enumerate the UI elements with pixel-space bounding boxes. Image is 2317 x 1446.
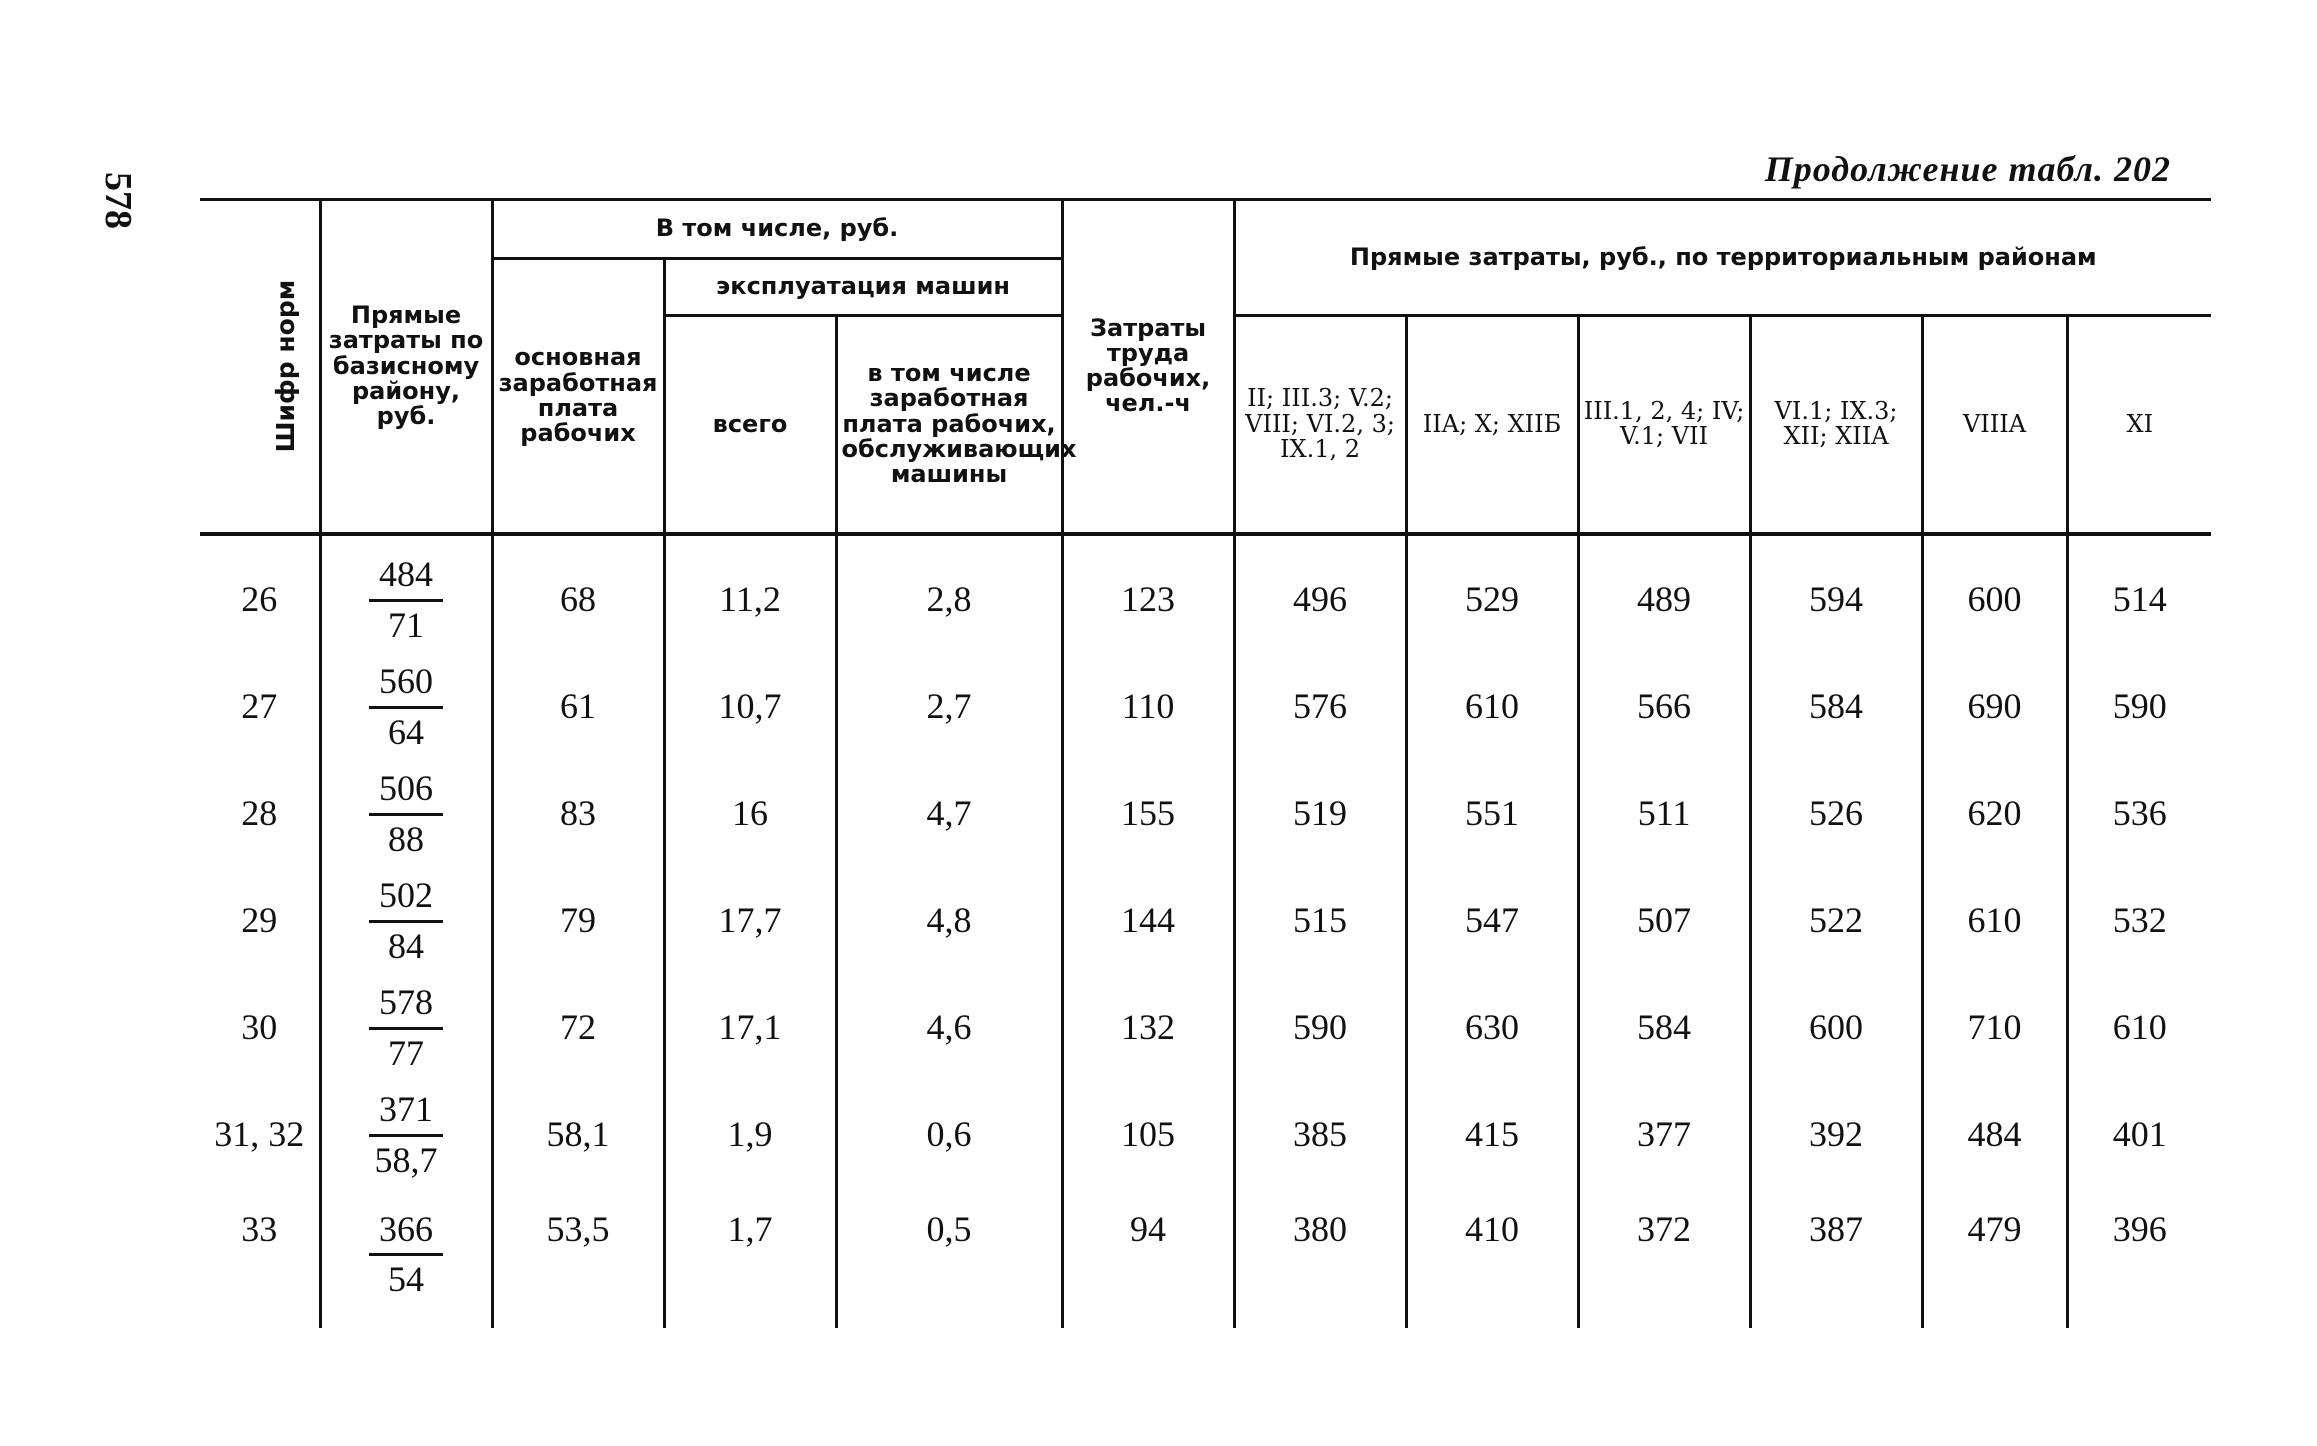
header-basic-wage: основная заработная плата рабочих xyxy=(492,259,664,534)
base-cost-cell xyxy=(320,760,492,867)
header-region-4: VI.1; IX.3; XII; XIIA xyxy=(1750,316,1922,534)
region-cost-cell: 551 xyxy=(1406,760,1578,867)
base-cost-cell xyxy=(320,867,492,974)
table-row xyxy=(200,1081,2211,1188)
labor-cell: 94 xyxy=(1062,1188,1234,1328)
header-regions-title: Прямые затраты, руб., по территориальным районам xyxy=(1234,200,2211,316)
region-cost-cell: 511 xyxy=(1578,760,1750,867)
region-cost-cell: 610 xyxy=(1406,653,1578,760)
table-row xyxy=(200,653,2211,760)
region-cost-cell: 387 xyxy=(1750,1188,1922,1328)
region-cost-cell: 372 xyxy=(1578,1188,1750,1328)
header-including: В том числе, руб. xyxy=(492,200,1062,259)
header-direct-base: Прямые затраты по базисному району, руб. xyxy=(320,200,492,534)
region-cost-cell: 401 xyxy=(2067,1081,2211,1188)
machine-wage-cell: 2,7 xyxy=(836,653,1062,760)
base-cost-denominator: 54 xyxy=(388,1259,424,1300)
machine-wage-cell: 4,6 xyxy=(836,974,1062,1081)
region-cost-cell: 515 xyxy=(1234,867,1406,974)
header-machine-operation: эксплуатация машин xyxy=(664,259,1062,316)
region-cost-cell: 710 xyxy=(1922,974,2067,1081)
table-row xyxy=(200,760,2211,867)
region-cost-cell: 529 xyxy=(1406,534,1578,653)
header-machine-wage: в том числе заработная плата рабочих, обслуживающих машины xyxy=(836,316,1062,534)
header-region-1: II; III.3; V.2; VIII; VI.2, 3; IX.1, 2 xyxy=(1234,316,1406,534)
region-cost-cell: 584 xyxy=(1578,974,1750,1081)
header-code: Шифр норм xyxy=(200,200,320,534)
region-cost-cell: 377 xyxy=(1578,1081,1750,1188)
region-cost-cell: 610 xyxy=(1922,867,2067,974)
machine-total-cell: 11,2 xyxy=(664,534,836,653)
header-machine-total: всего xyxy=(664,316,836,534)
region-cost-cell: 507 xyxy=(1578,867,1750,974)
region-cost-cell: 496 xyxy=(1234,534,1406,653)
region-cost-cell: 536 xyxy=(2067,760,2211,867)
region-cost-cell: 519 xyxy=(1234,760,1406,867)
region-cost-cell: 396 xyxy=(2067,1188,2211,1328)
machine-total-cell: 10,7 xyxy=(664,653,836,760)
base-cost-numerator: 578 xyxy=(369,983,443,1030)
wage-cell: 79 xyxy=(492,867,664,974)
region-cost-cell: 576 xyxy=(1234,653,1406,760)
table-row xyxy=(200,974,2211,1081)
code-cell: 30 xyxy=(241,1007,278,1047)
labor-cell: 110 xyxy=(1062,653,1234,760)
machine-total-cell: 16 xyxy=(664,760,836,867)
machine-wage-cell: 4,8 xyxy=(836,867,1062,974)
base-cost-numerator: 371 xyxy=(369,1090,443,1137)
region-cost-cell: 532 xyxy=(2067,867,2211,974)
base-cost-numerator: 560 xyxy=(369,662,443,709)
region-cost-cell: 385 xyxy=(1234,1081,1406,1188)
base-cost-denominator: 71 xyxy=(388,604,424,645)
table-caption: Продолжение табл. 202 xyxy=(1764,149,2171,189)
machine-total-cell: 1,9 xyxy=(664,1081,836,1188)
labor-cell: 123 xyxy=(1062,534,1234,653)
base-cost-denominator: 58,7 xyxy=(374,1139,438,1180)
header-labor: Затраты труда рабочих, чел.-ч xyxy=(1062,200,1234,534)
header-region-6: XI xyxy=(2067,316,2211,534)
machine-wage-cell: 2,8 xyxy=(836,534,1062,653)
header-region-3: III.1, 2, 4; IV; V.1; VII xyxy=(1578,316,1750,534)
wage-cell: 68 xyxy=(492,534,664,653)
region-cost-cell: 547 xyxy=(1406,867,1578,974)
region-cost-cell: 620 xyxy=(1922,760,2067,867)
region-cost-cell: 594 xyxy=(1750,534,1922,653)
cost-table-wrapper xyxy=(200,198,2175,1328)
wage-cell: 53,5 xyxy=(492,1188,664,1328)
region-cost-cell: 392 xyxy=(1750,1081,1922,1188)
code-cell: 29 xyxy=(241,900,278,940)
region-cost-cell: 514 xyxy=(2067,534,2211,653)
base-cost-numerator: 366 xyxy=(369,1210,443,1257)
labor-cell: 155 xyxy=(1062,760,1234,867)
machine-total-cell: 17,7 xyxy=(664,867,836,974)
region-cost-cell: 415 xyxy=(1406,1081,1578,1188)
labor-cell: 105 xyxy=(1062,1081,1234,1188)
base-cost-cell xyxy=(320,653,492,760)
code-cell: 31, 32 xyxy=(214,1114,305,1154)
table-body xyxy=(200,534,2211,1328)
base-cost-denominator: 88 xyxy=(388,818,424,859)
base-cost-numerator: 484 xyxy=(369,555,443,602)
base-cost-numerator: 502 xyxy=(369,876,443,923)
wage-cell: 83 xyxy=(492,760,664,867)
region-cost-cell: 410 xyxy=(1406,1188,1578,1328)
region-cost-cell: 489 xyxy=(1578,534,1750,653)
region-cost-cell: 526 xyxy=(1750,760,1922,867)
code-cell: 33 xyxy=(241,1208,278,1249)
cost-table xyxy=(200,198,2211,1328)
wage-cell: 61 xyxy=(492,653,664,760)
base-cost-cell xyxy=(320,1081,492,1188)
base-cost-denominator: 64 xyxy=(388,711,424,752)
region-cost-cell: 484 xyxy=(1922,1081,2067,1188)
region-cost-cell: 690 xyxy=(1922,653,2067,760)
machine-wage-cell: 0,6 xyxy=(836,1081,1062,1188)
base-cost-denominator: 77 xyxy=(388,1032,424,1073)
table-row xyxy=(200,534,2211,653)
base-cost-cell xyxy=(320,534,492,653)
region-cost-cell: 610 xyxy=(2067,974,2211,1081)
region-cost-cell: 380 xyxy=(1234,1188,1406,1328)
labor-cell: 144 xyxy=(1062,867,1234,974)
base-cost-cell xyxy=(320,1188,492,1328)
machine-wage-cell: 0,5 xyxy=(836,1188,1062,1328)
region-cost-cell: 600 xyxy=(1750,974,1922,1081)
code-cell: 26 xyxy=(241,579,278,619)
region-cost-cell: 566 xyxy=(1578,653,1750,760)
region-cost-cell: 590 xyxy=(2067,653,2211,760)
code-cell: 27 xyxy=(241,686,278,726)
table-header xyxy=(200,200,2211,534)
region-cost-cell: 522 xyxy=(1750,867,1922,974)
header-region-5: VIIIA xyxy=(1922,316,2067,534)
region-cost-cell: 479 xyxy=(1922,1188,2067,1328)
region-cost-cell: 630 xyxy=(1406,974,1578,1081)
wage-cell: 72 xyxy=(492,974,664,1081)
machine-wage-cell: 4,7 xyxy=(836,760,1062,867)
table-row xyxy=(200,1188,2211,1328)
base-cost-cell xyxy=(320,974,492,1081)
header-region-2: IIA; X; XIIБ xyxy=(1406,316,1578,534)
labor-cell: 132 xyxy=(1062,974,1234,1081)
code-cell: 28 xyxy=(241,793,278,833)
wage-cell: 58,1 xyxy=(492,1081,664,1188)
table-row xyxy=(200,867,2211,974)
region-cost-cell: 590 xyxy=(1234,974,1406,1081)
page-number: 578 xyxy=(97,172,139,229)
machine-total-cell: 17,1 xyxy=(664,974,836,1081)
region-cost-cell: 584 xyxy=(1750,653,1922,760)
region-cost-cell: 600 xyxy=(1922,534,2067,653)
base-cost-numerator: 506 xyxy=(369,769,443,816)
base-cost-denominator: 84 xyxy=(388,925,424,966)
machine-total-cell: 1,7 xyxy=(664,1188,836,1328)
